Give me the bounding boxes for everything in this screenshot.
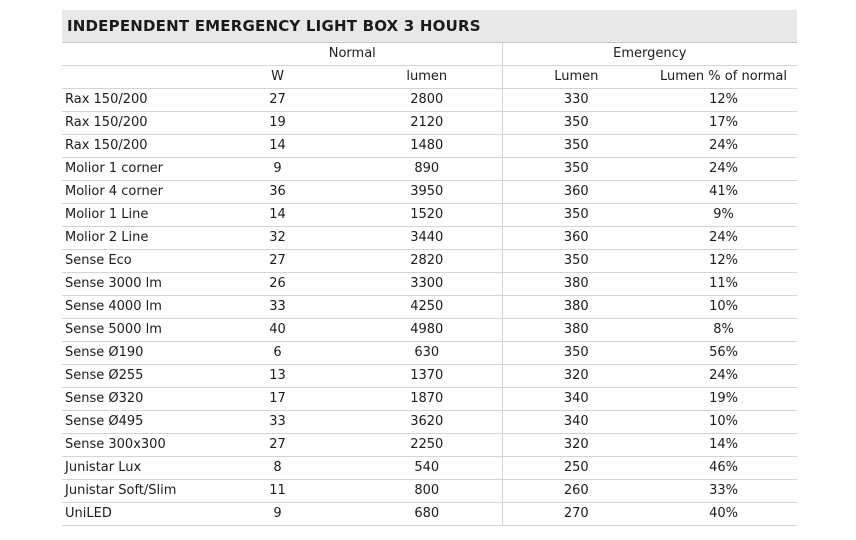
- emergency-lumen-cell: 320: [502, 433, 650, 456]
- table-body: [62, 88, 797, 525]
- emergency-lumen-cell: 350: [502, 134, 650, 157]
- lumen-percent-cell: 40%: [650, 502, 797, 525]
- lumen-percent-cell: 46%: [650, 456, 797, 479]
- lumen-cell: 1520: [352, 203, 502, 226]
- lumen-cell: 3300: [352, 272, 502, 295]
- lumen-percent-cell: 41%: [650, 180, 797, 203]
- product-cell: Sense Ø190: [62, 341, 203, 364]
- watt-cell: 27: [203, 249, 352, 272]
- table-row: [62, 387, 797, 410]
- lumen-cell: 2250: [352, 433, 502, 456]
- table-title: INDEPENDENT EMERGENCY LIGHT BOX 3 HOURS: [62, 10, 797, 43]
- watt-cell: 9: [203, 502, 352, 525]
- lumen-percent-cell: 33%: [650, 479, 797, 502]
- emergency-lumen-cell: 260: [502, 479, 650, 502]
- watt-cell: 19: [203, 111, 352, 134]
- emergency-lumen-cell: 360: [502, 226, 650, 249]
- emergency-lumen-cell: 320: [502, 364, 650, 387]
- product-cell: Junistar Soft/Slim: [62, 479, 203, 502]
- emergency-lumen-cell: 340: [502, 387, 650, 410]
- table-row: [62, 410, 797, 433]
- product-cell: Sense 4000 lm: [62, 295, 203, 318]
- table-row: [62, 88, 797, 111]
- lumen-cell: 3620: [352, 410, 502, 433]
- table-row: [62, 341, 797, 364]
- table-row: [62, 157, 797, 180]
- lumen-cell: 4250: [352, 295, 502, 318]
- lumen-percent-cell: 17%: [650, 111, 797, 134]
- lumen-percent-cell: 24%: [650, 134, 797, 157]
- product-cell: Molior 1 Line: [62, 203, 203, 226]
- lumen-cell: 800: [352, 479, 502, 502]
- watt-cell: 9: [203, 157, 352, 180]
- watt-cell: 6: [203, 341, 352, 364]
- emergency-lumen-cell: 350: [502, 341, 650, 364]
- watt-cell: 36: [203, 180, 352, 203]
- lumen-cell: 3440: [352, 226, 502, 249]
- emergency-lumen-cell: 380: [502, 272, 650, 295]
- lumen-percent-cell: 10%: [650, 410, 797, 433]
- table-row: [62, 433, 797, 456]
- product-cell: Molior 4 corner: [62, 180, 203, 203]
- lumen-percent-cell: 9%: [650, 203, 797, 226]
- lumen-cell: 890: [352, 157, 502, 180]
- emergency-lumen-cell: 380: [502, 295, 650, 318]
- group-header-row: [62, 43, 797, 65]
- product-cell: Sense 300x300: [62, 433, 203, 456]
- product-cell: Rax 150/200: [62, 111, 203, 134]
- column-header-lumen: lumen: [352, 65, 502, 88]
- lumen-percent-cell: 10%: [650, 295, 797, 318]
- lumen-cell: 2120: [352, 111, 502, 134]
- product-cell: Rax 150/200: [62, 134, 203, 157]
- product-cell: Sense Ø320: [62, 387, 203, 410]
- lumen-percent-cell: 24%: [650, 364, 797, 387]
- lumen-cell: 540: [352, 456, 502, 479]
- table-row: [62, 226, 797, 249]
- table-row: [62, 249, 797, 272]
- product-cell: Rax 150/200: [62, 88, 203, 111]
- table-row: [62, 456, 797, 479]
- lumen-percent-cell: 24%: [650, 226, 797, 249]
- lumen-percent-cell: 8%: [650, 318, 797, 341]
- lumen-percent-cell: 12%: [650, 249, 797, 272]
- column-header-product: [62, 65, 203, 88]
- watt-cell: 17: [203, 387, 352, 410]
- lumen-percent-cell: 19%: [650, 387, 797, 410]
- watt-cell: 11: [203, 479, 352, 502]
- watt-cell: 27: [203, 88, 352, 111]
- watt-cell: 32: [203, 226, 352, 249]
- product-cell: Molior 2 Line: [62, 226, 203, 249]
- product-cell: Sense Ø495: [62, 410, 203, 433]
- table-row: [62, 502, 797, 525]
- column-header-lumen-percent: Lumen % of normal: [650, 65, 797, 88]
- lumen-cell: 2820: [352, 249, 502, 272]
- product-cell: Sense Eco: [62, 249, 203, 272]
- table-header: [62, 43, 797, 88]
- watt-cell: 40: [203, 318, 352, 341]
- table-row: [62, 364, 797, 387]
- product-cell: Sense 3000 lm: [62, 272, 203, 295]
- lumen-cell: 630: [352, 341, 502, 364]
- lumen-percent-cell: 11%: [650, 272, 797, 295]
- light-box-table: [62, 43, 797, 526]
- lumen-percent-cell: 12%: [650, 88, 797, 111]
- emergency-lumen-cell: 360: [502, 180, 650, 203]
- column-header-row: [62, 65, 797, 88]
- emergency-lumen-cell: 250: [502, 456, 650, 479]
- watt-cell: 14: [203, 203, 352, 226]
- column-header-emergency-lumen: Lumen: [502, 65, 650, 88]
- emergency-light-table-sheet: [62, 10, 797, 526]
- table-row: [62, 134, 797, 157]
- product-cell: UniLED: [62, 502, 203, 525]
- emergency-lumen-cell: 340: [502, 410, 650, 433]
- product-cell: Sense 5000 lm: [62, 318, 203, 341]
- lumen-cell: 2800: [352, 88, 502, 111]
- table-row: [62, 318, 797, 341]
- table-row: [62, 272, 797, 295]
- group-header-emergency: Emergency: [502, 43, 797, 65]
- table-row: [62, 479, 797, 502]
- emergency-lumen-cell: 350: [502, 111, 650, 134]
- lumen-percent-cell: 14%: [650, 433, 797, 456]
- lumen-cell: 4980: [352, 318, 502, 341]
- product-cell: Molior 1 corner: [62, 157, 203, 180]
- emergency-lumen-cell: 270: [502, 502, 650, 525]
- emergency-lumen-cell: 350: [502, 157, 650, 180]
- lumen-percent-cell: 24%: [650, 157, 797, 180]
- lumen-cell: 1480: [352, 134, 502, 157]
- table-row: [62, 111, 797, 134]
- watt-cell: 33: [203, 410, 352, 433]
- watt-cell: 14: [203, 134, 352, 157]
- emergency-lumen-cell: 350: [502, 249, 650, 272]
- lumen-cell: 1870: [352, 387, 502, 410]
- lumen-percent-cell: 56%: [650, 341, 797, 364]
- lumen-cell: 680: [352, 502, 502, 525]
- watt-cell: 13: [203, 364, 352, 387]
- group-header-normal: Normal: [203, 43, 502, 65]
- product-cell: Sense Ø255: [62, 364, 203, 387]
- product-cell: Junistar Lux: [62, 456, 203, 479]
- lumen-cell: 3950: [352, 180, 502, 203]
- table-row: [62, 295, 797, 318]
- emergency-lumen-cell: 330: [502, 88, 650, 111]
- watt-cell: 33: [203, 295, 352, 318]
- emergency-lumen-cell: 350: [502, 203, 650, 226]
- lumen-cell: 1370: [352, 364, 502, 387]
- table-row: [62, 180, 797, 203]
- emergency-lumen-cell: 380: [502, 318, 650, 341]
- watt-cell: 26: [203, 272, 352, 295]
- watt-cell: 8: [203, 456, 352, 479]
- column-header-watt: W: [203, 65, 352, 88]
- table-row: [62, 203, 797, 226]
- group-header-spacer: [62, 43, 203, 65]
- watt-cell: 27: [203, 433, 352, 456]
